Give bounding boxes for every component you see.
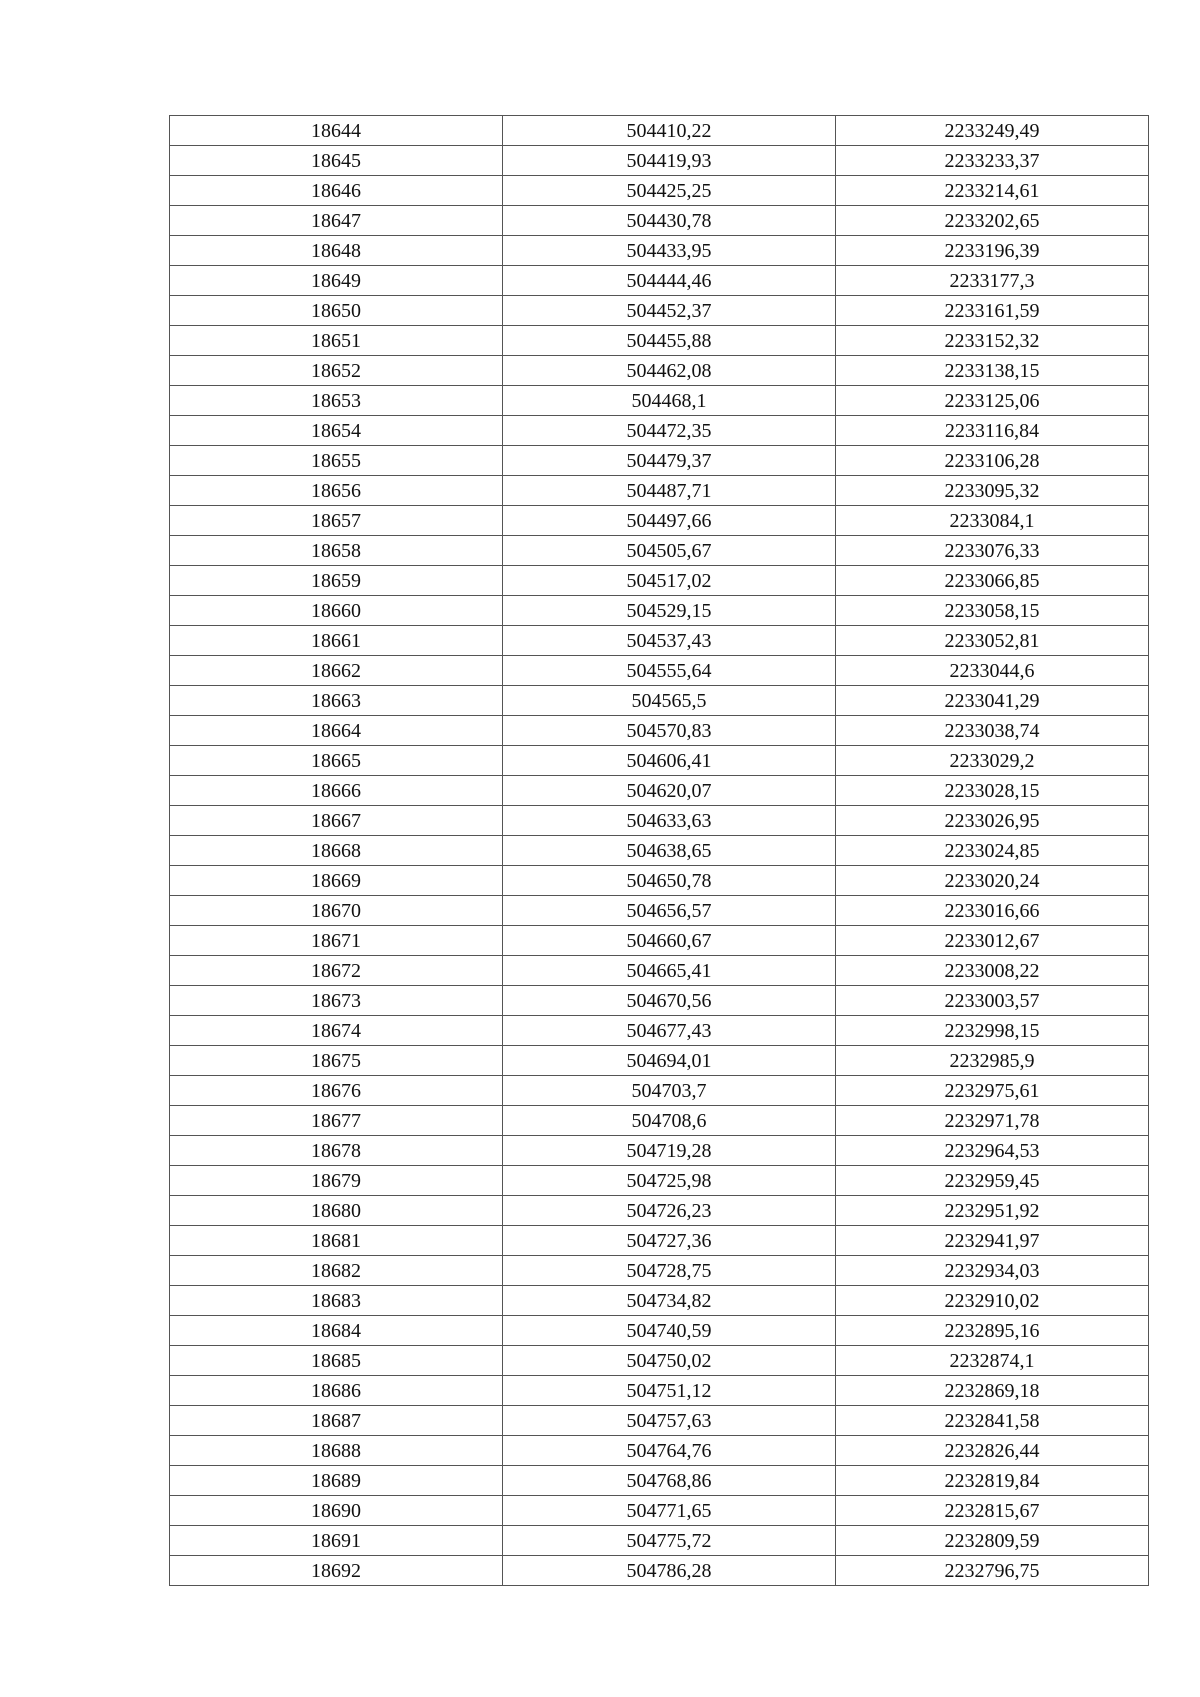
point-number-cell: 18666 — [170, 776, 503, 806]
x-coordinate-cell: 504433,95 — [503, 236, 836, 266]
table-row — [170, 776, 1149, 806]
point-number-cell: 18669 — [170, 866, 503, 896]
table-row — [170, 116, 1149, 146]
point-number-cell: 18680 — [170, 1196, 503, 1226]
point-number-cell: 18668 — [170, 836, 503, 866]
y-coordinate-cell: 2233003,57 — [836, 986, 1149, 1016]
point-number-cell: 18645 — [170, 146, 503, 176]
x-coordinate-cell: 504656,57 — [503, 896, 836, 926]
point-number-cell: 18652 — [170, 356, 503, 386]
y-coordinate-cell: 2232869,18 — [836, 1376, 1149, 1406]
x-coordinate-cell: 504719,28 — [503, 1136, 836, 1166]
x-coordinate-cell: 504786,28 — [503, 1556, 836, 1586]
table-row — [170, 1466, 1149, 1496]
x-coordinate-cell: 504444,46 — [503, 266, 836, 296]
table-row — [170, 506, 1149, 536]
point-number-cell: 18654 — [170, 416, 503, 446]
y-coordinate-cell: 2233177,3 — [836, 266, 1149, 296]
point-number-cell: 18685 — [170, 1346, 503, 1376]
x-coordinate-cell: 504606,41 — [503, 746, 836, 776]
coordinates-table-body — [170, 116, 1149, 1586]
point-number-cell: 18646 — [170, 176, 503, 206]
point-number-cell: 18675 — [170, 1046, 503, 1076]
point-number-cell: 18679 — [170, 1166, 503, 1196]
y-coordinate-cell: 2233058,15 — [836, 596, 1149, 626]
x-coordinate-cell: 504468,1 — [503, 386, 836, 416]
table-row — [170, 536, 1149, 566]
y-coordinate-cell: 2233012,67 — [836, 926, 1149, 956]
y-coordinate-cell: 2233028,15 — [836, 776, 1149, 806]
y-coordinate-cell: 2232959,45 — [836, 1166, 1149, 1196]
point-number-cell: 18678 — [170, 1136, 503, 1166]
y-coordinate-cell: 2232985,9 — [836, 1046, 1149, 1076]
x-coordinate-cell: 504565,5 — [503, 686, 836, 716]
x-coordinate-cell: 504764,76 — [503, 1436, 836, 1466]
table-row — [170, 866, 1149, 896]
x-coordinate-cell: 504410,22 — [503, 116, 836, 146]
x-coordinate-cell: 504620,07 — [503, 776, 836, 806]
point-number-cell: 18660 — [170, 596, 503, 626]
table-row — [170, 236, 1149, 266]
y-coordinate-cell: 2233038,74 — [836, 716, 1149, 746]
x-coordinate-cell: 504529,15 — [503, 596, 836, 626]
table-row — [170, 1346, 1149, 1376]
table-row — [170, 1436, 1149, 1466]
point-number-cell: 18682 — [170, 1256, 503, 1286]
x-coordinate-cell: 504638,65 — [503, 836, 836, 866]
x-coordinate-cell: 504771,65 — [503, 1496, 836, 1526]
y-coordinate-cell: 2233249,49 — [836, 116, 1149, 146]
table-row — [170, 1286, 1149, 1316]
table-row — [170, 1526, 1149, 1556]
table-row — [170, 266, 1149, 296]
y-coordinate-cell: 2232964,53 — [836, 1136, 1149, 1166]
y-coordinate-cell: 2232975,61 — [836, 1076, 1149, 1106]
y-coordinate-cell: 2233214,61 — [836, 176, 1149, 206]
point-number-cell: 18674 — [170, 1016, 503, 1046]
point-number-cell: 18672 — [170, 956, 503, 986]
y-coordinate-cell: 2233233,37 — [836, 146, 1149, 176]
y-coordinate-cell: 2233024,85 — [836, 836, 1149, 866]
x-coordinate-cell: 504455,88 — [503, 326, 836, 356]
x-coordinate-cell: 504472,35 — [503, 416, 836, 446]
point-number-cell: 18664 — [170, 716, 503, 746]
table-row — [170, 296, 1149, 326]
point-number-cell: 18661 — [170, 626, 503, 656]
table-row — [170, 1496, 1149, 1526]
point-number-cell: 18689 — [170, 1466, 503, 1496]
x-coordinate-cell: 504708,6 — [503, 1106, 836, 1136]
x-coordinate-cell: 504660,67 — [503, 926, 836, 956]
x-coordinate-cell: 504750,02 — [503, 1346, 836, 1376]
y-coordinate-cell: 2232841,58 — [836, 1406, 1149, 1436]
point-number-cell: 18676 — [170, 1076, 503, 1106]
y-coordinate-cell: 2233125,06 — [836, 386, 1149, 416]
y-coordinate-cell: 2233029,2 — [836, 746, 1149, 776]
y-coordinate-cell: 2232826,44 — [836, 1436, 1149, 1466]
y-coordinate-cell: 2233052,81 — [836, 626, 1149, 656]
y-coordinate-cell: 2233016,66 — [836, 896, 1149, 926]
x-coordinate-cell: 504555,64 — [503, 656, 836, 686]
x-coordinate-cell: 504505,67 — [503, 536, 836, 566]
y-coordinate-cell: 2233202,65 — [836, 206, 1149, 236]
table-row — [170, 656, 1149, 686]
y-coordinate-cell: 2232910,02 — [836, 1286, 1149, 1316]
x-coordinate-cell: 504419,93 — [503, 146, 836, 176]
y-coordinate-cell: 2233116,84 — [836, 416, 1149, 446]
x-coordinate-cell: 504570,83 — [503, 716, 836, 746]
table-row — [170, 386, 1149, 416]
point-number-cell: 18688 — [170, 1436, 503, 1466]
y-coordinate-cell: 2232941,97 — [836, 1226, 1149, 1256]
table-row — [170, 1076, 1149, 1106]
point-number-cell: 18644 — [170, 116, 503, 146]
x-coordinate-cell: 504734,82 — [503, 1286, 836, 1316]
table-row — [170, 716, 1149, 746]
y-coordinate-cell: 2233066,85 — [836, 566, 1149, 596]
x-coordinate-cell: 504728,75 — [503, 1256, 836, 1286]
table-row — [170, 896, 1149, 926]
point-number-cell: 18663 — [170, 686, 503, 716]
y-coordinate-cell: 2233041,29 — [836, 686, 1149, 716]
table-row — [170, 176, 1149, 206]
table-row — [170, 926, 1149, 956]
y-coordinate-cell: 2233008,22 — [836, 956, 1149, 986]
x-coordinate-cell: 504703,7 — [503, 1076, 836, 1106]
point-number-cell: 18684 — [170, 1316, 503, 1346]
table-row — [170, 1136, 1149, 1166]
table-row — [170, 1106, 1149, 1136]
table-row — [170, 1256, 1149, 1286]
point-number-cell: 18681 — [170, 1226, 503, 1256]
x-coordinate-cell: 504462,08 — [503, 356, 836, 386]
x-coordinate-cell: 504751,12 — [503, 1376, 836, 1406]
y-coordinate-cell: 2232809,59 — [836, 1526, 1149, 1556]
x-coordinate-cell: 504430,78 — [503, 206, 836, 236]
y-coordinate-cell: 2233076,33 — [836, 536, 1149, 566]
point-number-cell: 18656 — [170, 476, 503, 506]
y-coordinate-cell: 2232971,78 — [836, 1106, 1149, 1136]
point-number-cell: 18692 — [170, 1556, 503, 1586]
x-coordinate-cell: 504665,41 — [503, 956, 836, 986]
table-row — [170, 356, 1149, 386]
table-row — [170, 206, 1149, 236]
point-number-cell: 18667 — [170, 806, 503, 836]
y-coordinate-cell: 2233196,39 — [836, 236, 1149, 266]
point-number-cell: 18651 — [170, 326, 503, 356]
table-row — [170, 476, 1149, 506]
y-coordinate-cell: 2232819,84 — [836, 1466, 1149, 1496]
y-coordinate-cell: 2232815,67 — [836, 1496, 1149, 1526]
table-row — [170, 956, 1149, 986]
table-row — [170, 836, 1149, 866]
y-coordinate-cell: 2233095,32 — [836, 476, 1149, 506]
y-coordinate-cell: 2232796,75 — [836, 1556, 1149, 1586]
table-row — [170, 746, 1149, 776]
table-row — [170, 626, 1149, 656]
table-row — [170, 1376, 1149, 1406]
x-coordinate-cell: 504517,02 — [503, 566, 836, 596]
point-number-cell: 18686 — [170, 1376, 503, 1406]
point-number-cell: 18691 — [170, 1526, 503, 1556]
point-number-cell: 18673 — [170, 986, 503, 1016]
table-row — [170, 1556, 1149, 1586]
y-coordinate-cell: 2232874,1 — [836, 1346, 1149, 1376]
x-coordinate-cell: 504768,86 — [503, 1466, 836, 1496]
point-number-cell: 18655 — [170, 446, 503, 476]
table-row — [170, 1046, 1149, 1076]
point-number-cell: 18687 — [170, 1406, 503, 1436]
point-number-cell: 18653 — [170, 386, 503, 416]
table-row — [170, 686, 1149, 716]
y-coordinate-cell: 2233084,1 — [836, 506, 1149, 536]
table-row — [170, 446, 1149, 476]
x-coordinate-cell: 504727,36 — [503, 1226, 836, 1256]
table-row — [170, 1196, 1149, 1226]
x-coordinate-cell: 504633,63 — [503, 806, 836, 836]
point-number-cell: 18648 — [170, 236, 503, 266]
table-row — [170, 596, 1149, 626]
x-coordinate-cell: 504497,66 — [503, 506, 836, 536]
y-coordinate-cell: 2233026,95 — [836, 806, 1149, 836]
x-coordinate-cell: 504452,37 — [503, 296, 836, 326]
y-coordinate-cell: 2233020,24 — [836, 866, 1149, 896]
point-number-cell: 18683 — [170, 1286, 503, 1316]
x-coordinate-cell: 504677,43 — [503, 1016, 836, 1046]
y-coordinate-cell: 2233152,32 — [836, 326, 1149, 356]
x-coordinate-cell: 504537,43 — [503, 626, 836, 656]
table-row — [170, 146, 1149, 176]
x-coordinate-cell: 504425,25 — [503, 176, 836, 206]
point-number-cell: 18650 — [170, 296, 503, 326]
y-coordinate-cell: 2232998,15 — [836, 1016, 1149, 1046]
point-number-cell: 18690 — [170, 1496, 503, 1526]
y-coordinate-cell: 2233106,28 — [836, 446, 1149, 476]
table-row — [170, 1406, 1149, 1436]
x-coordinate-cell: 504670,56 — [503, 986, 836, 1016]
point-number-cell: 18671 — [170, 926, 503, 956]
x-coordinate-cell: 504479,37 — [503, 446, 836, 476]
x-coordinate-cell: 504757,63 — [503, 1406, 836, 1436]
y-coordinate-cell: 2233138,15 — [836, 356, 1149, 386]
x-coordinate-cell: 504694,01 — [503, 1046, 836, 1076]
y-coordinate-cell: 2232951,92 — [836, 1196, 1149, 1226]
table-row — [170, 566, 1149, 596]
point-number-cell: 18658 — [170, 536, 503, 566]
coordinates-table — [169, 115, 1149, 1586]
table-row — [170, 1016, 1149, 1046]
table-row — [170, 986, 1149, 1016]
table-row — [170, 1226, 1149, 1256]
table-row — [170, 806, 1149, 836]
point-number-cell: 18649 — [170, 266, 503, 296]
x-coordinate-cell: 504650,78 — [503, 866, 836, 896]
table-row — [170, 326, 1149, 356]
y-coordinate-cell: 2232895,16 — [836, 1316, 1149, 1346]
point-number-cell: 18670 — [170, 896, 503, 926]
x-coordinate-cell: 504775,72 — [503, 1526, 836, 1556]
table-row — [170, 1316, 1149, 1346]
point-number-cell: 18657 — [170, 506, 503, 536]
point-number-cell: 18665 — [170, 746, 503, 776]
table-row — [170, 416, 1149, 446]
y-coordinate-cell: 2232934,03 — [836, 1256, 1149, 1286]
table-row — [170, 1166, 1149, 1196]
y-coordinate-cell: 2233044,6 — [836, 656, 1149, 686]
point-number-cell: 18647 — [170, 206, 503, 236]
y-coordinate-cell: 2233161,59 — [836, 296, 1149, 326]
point-number-cell: 18659 — [170, 566, 503, 596]
x-coordinate-cell: 504725,98 — [503, 1166, 836, 1196]
x-coordinate-cell: 504726,23 — [503, 1196, 836, 1226]
point-number-cell: 18662 — [170, 656, 503, 686]
x-coordinate-cell: 504487,71 — [503, 476, 836, 506]
x-coordinate-cell: 504740,59 — [503, 1316, 836, 1346]
point-number-cell: 18677 — [170, 1106, 503, 1136]
